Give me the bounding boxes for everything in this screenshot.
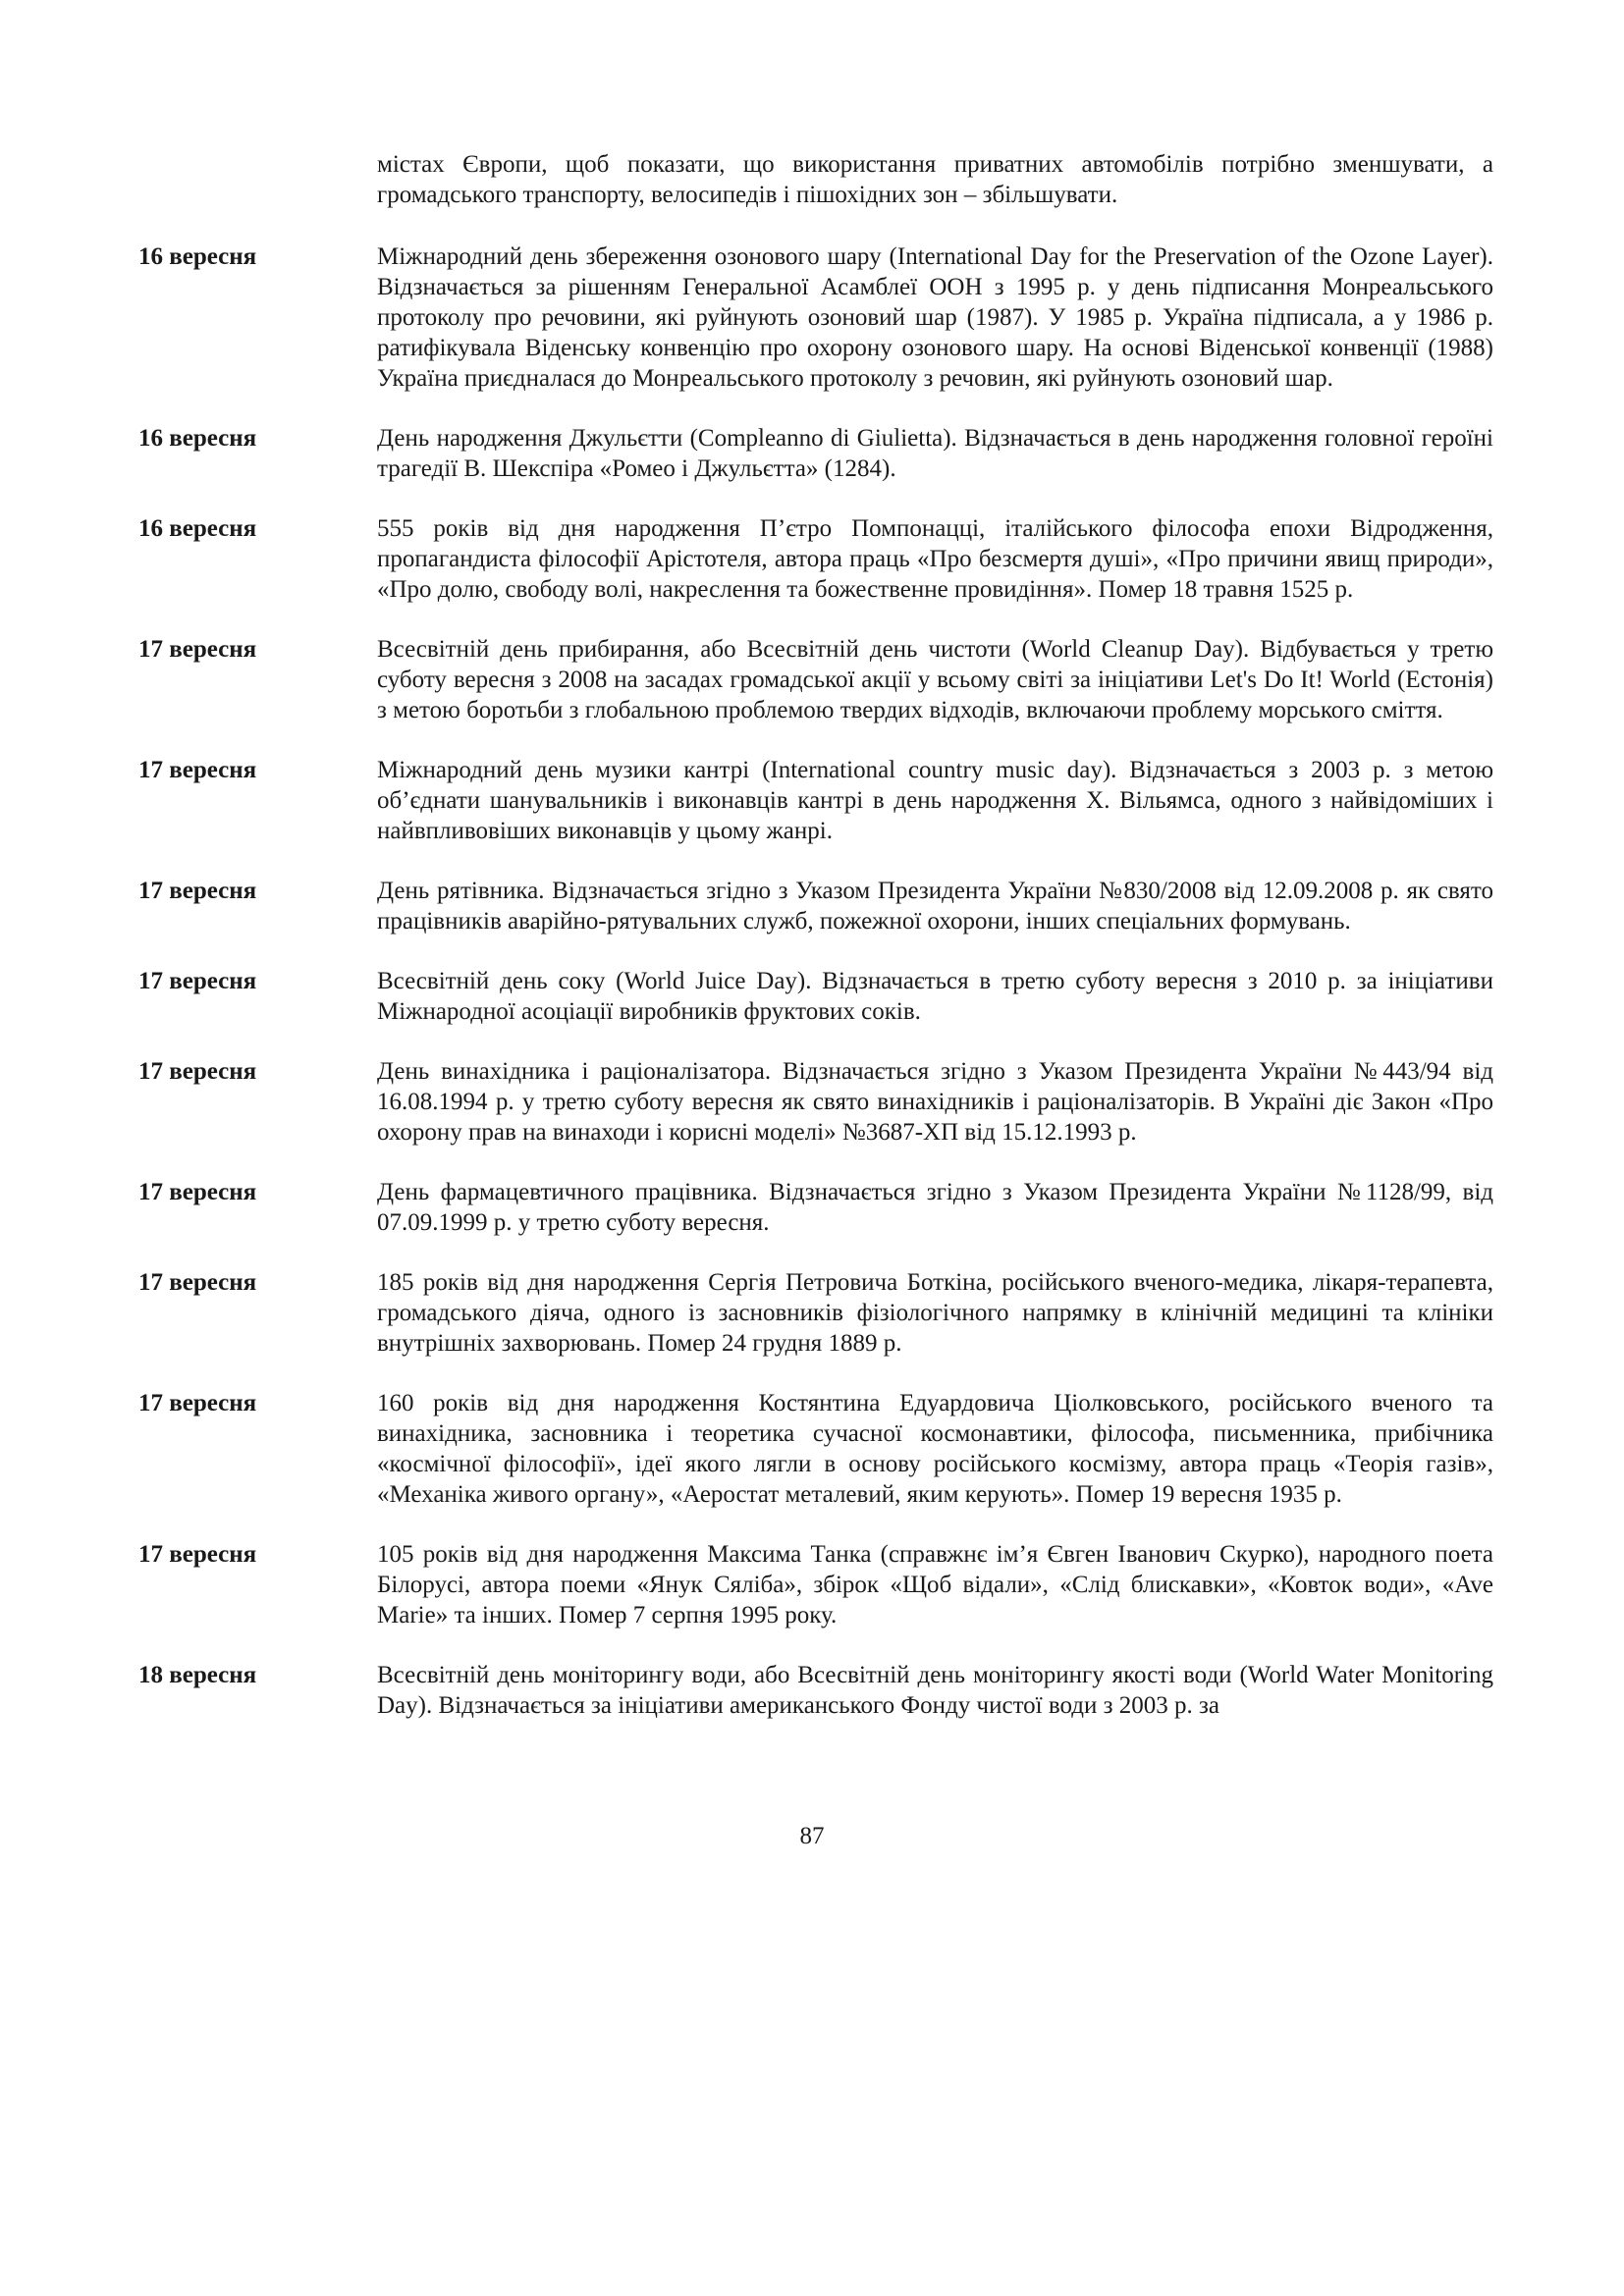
- calendar-entry: [138, 755, 1493, 846]
- calendar-entry: [138, 1267, 1493, 1359]
- entry-text: Міжнародний день музики кантрі (International country music day). Відзначається з 2003 р. з метою об’єднати шанувальників і виконавців кантрі в день народження Х. Вільямса, одного з найвідоміших і найвпливовіших виконавців у цьому жанрі.: [377, 757, 1493, 844]
- entry-text: 185 років від дня народження Сергія Петровича Боткіна, російського вченого-медика, лікаря-терапевта, громадського діяча, одного із засновників фізіологічного напрямку в клінічній медицині та клініки внутрішніх захворювань. Помер 24 грудня 1889 р.: [377, 1269, 1493, 1357]
- entry-text: Всесвітній день прибирання, або Всесвітній день чистоти (World Cleanup Day). Відбувається у третю суботу вересня з 2008 на засадах громадської акції у всьому світі за ініціативи Let's Do It! World (Естонія) з метою боротьби з глобальною проблемою твердих відходів, включаючи проблему морського сміття.: [377, 636, 1493, 723]
- entry-text: 555 років від дня народження П’єтро Помпонацці, італійського філософа епохи Відродження, пропагандиста філософії Арістотеля, автора праць «Про безсмертя душі», «Про причини явищ природи», «Про долю, свободу волі, накреслення та божественне провидіння». Помер 18 травня 1525 р.: [377, 515, 1493, 603]
- continuation-text: містах Європи, щоб показати, що використання приватних автомобілів потрібно зменшувати, а громадського транспорту, велосипедів і пішохідних зон – збільшувати.: [377, 151, 1493, 208]
- calendar-entry: [138, 634, 1493, 725]
- calendar-entry: [138, 1177, 1493, 1238]
- entry-text: День винахідника і раціоналізатора. Відзначається згідно з Указом Президента України №443/94 від 16.08.1994 р. у третю суботу вересня як свято винахідників і раціоналізаторів. В Україні діє Закон «Про охорону прав на винаходи і корисні моделі» №3687-ХП від 15.12.1993 р.: [377, 1058, 1493, 1146]
- entry-text: 105 років від дня народження Максима Танка (справжнє ім’я Євген Іванович Скурко), народного поета Білорусі, автора поеми «Янук Сяліба», збірок «Щоб відали», «Слід блискавки», «Ковток води», «Ave Marie» та інших. Помер 7 серпня 1995 року.: [377, 1541, 1493, 1629]
- calendar-entry: [138, 876, 1493, 936]
- calendar-entry: [138, 1388, 1493, 1510]
- entry-date: 17 вересня: [138, 636, 257, 663]
- entry-text: День фармацевтичного працівника. Відзначається згідно з Указом Президента України №1128/99, від 07.09.1999 р. у третю суботу вересня.: [377, 1179, 1493, 1236]
- entry-text: 160 років від дня народження Костянтина Едуардовича Ціолковського, російського вченого та винахідника, засновника і теоретика сучасної космонавтики, філософа, письменника, прибічника «космічної філософії», ідеї якого лягли в основу російського космізму, автора праць «Теорія газів», «Механіка живого органу», «Аеростат металевий, яким керують». Помер 19 вересня 1935 р.: [377, 1390, 1493, 1508]
- entry-text: Всесвітній день соку (World Juice Day). Відзначається в третю суботу вересня з 2010 р. за ініціативи Міжнародної асоціації виробників фруктових соків.: [377, 968, 1493, 1025]
- continuation-entry: [138, 149, 1493, 210]
- calendar-entry: [138, 423, 1493, 484]
- entry-date: 17 вересня: [138, 968, 257, 994]
- calendar-entry: [138, 966, 1493, 1027]
- entry-date: 17 вересня: [138, 1058, 257, 1085]
- calendar-entry: [138, 1660, 1493, 1721]
- entry-date: 17 вересня: [138, 1541, 257, 1568]
- entry-date: 16 вересня: [138, 425, 257, 452]
- calendar-entry: [138, 513, 1493, 605]
- entry-date: 17 вересня: [138, 878, 257, 904]
- document-body: [138, 149, 1493, 1750]
- entry-date: 18 вересня: [138, 1662, 257, 1688]
- entry-text: Всесвітній день моніторингу води, або Всесвітній день моніторингу якості води (World Water Monitoring Day). Відзначається за ініціативи американського Фонду чистої води з 2003 р. за: [377, 1662, 1493, 1719]
- entry-text: День рятівника. Відзначається згідно з Указом Президента України №830/2008 від 12.09.2008 р. як свято працівників аварійно-рятувальних служб, пожежної охорони, інших спеціальних формувань.: [377, 878, 1493, 934]
- calendar-entry: [138, 1056, 1493, 1148]
- page-number: 87: [799, 1823, 825, 1849]
- entry-date: 16 вересня: [138, 243, 257, 270]
- entry-date: 17 вересня: [138, 1179, 257, 1205]
- entry-date: 16 вересня: [138, 515, 257, 542]
- entry-date: 17 вересня: [138, 1390, 257, 1416]
- entry-text: День народження Джульєтти (Compleanno di Giulietta). Відзначається в день народження головної героїні трагедії В. Шекспіра «Ромео і Джульєтта» (1284).: [377, 425, 1493, 482]
- calendar-entry: [138, 1539, 1493, 1630]
- entry-text: Міжнародний день збереження озонового шару (International Day for the Preservation of the Ozone Layer). Відзначається за рішенням Генеральної Асамблеї ООН з 1995 р. у день підписання Монреальського протоколу про речовини, які руйнують озоновий шар (1987). У 1985 р. Україна підписала, а у 1986 р. ратифікувала Віденську конвенцію про охорону озонового шару. На основі Віденської конвенції (1988) Україна приєдналася до Монреальського протоколу з речовин, які руйнують озоновий шар.: [377, 243, 1493, 392]
- calendar-entry: [138, 241, 1493, 394]
- entry-date: 17 вересня: [138, 1269, 257, 1296]
- entry-date: 17 вересня: [138, 757, 257, 783]
